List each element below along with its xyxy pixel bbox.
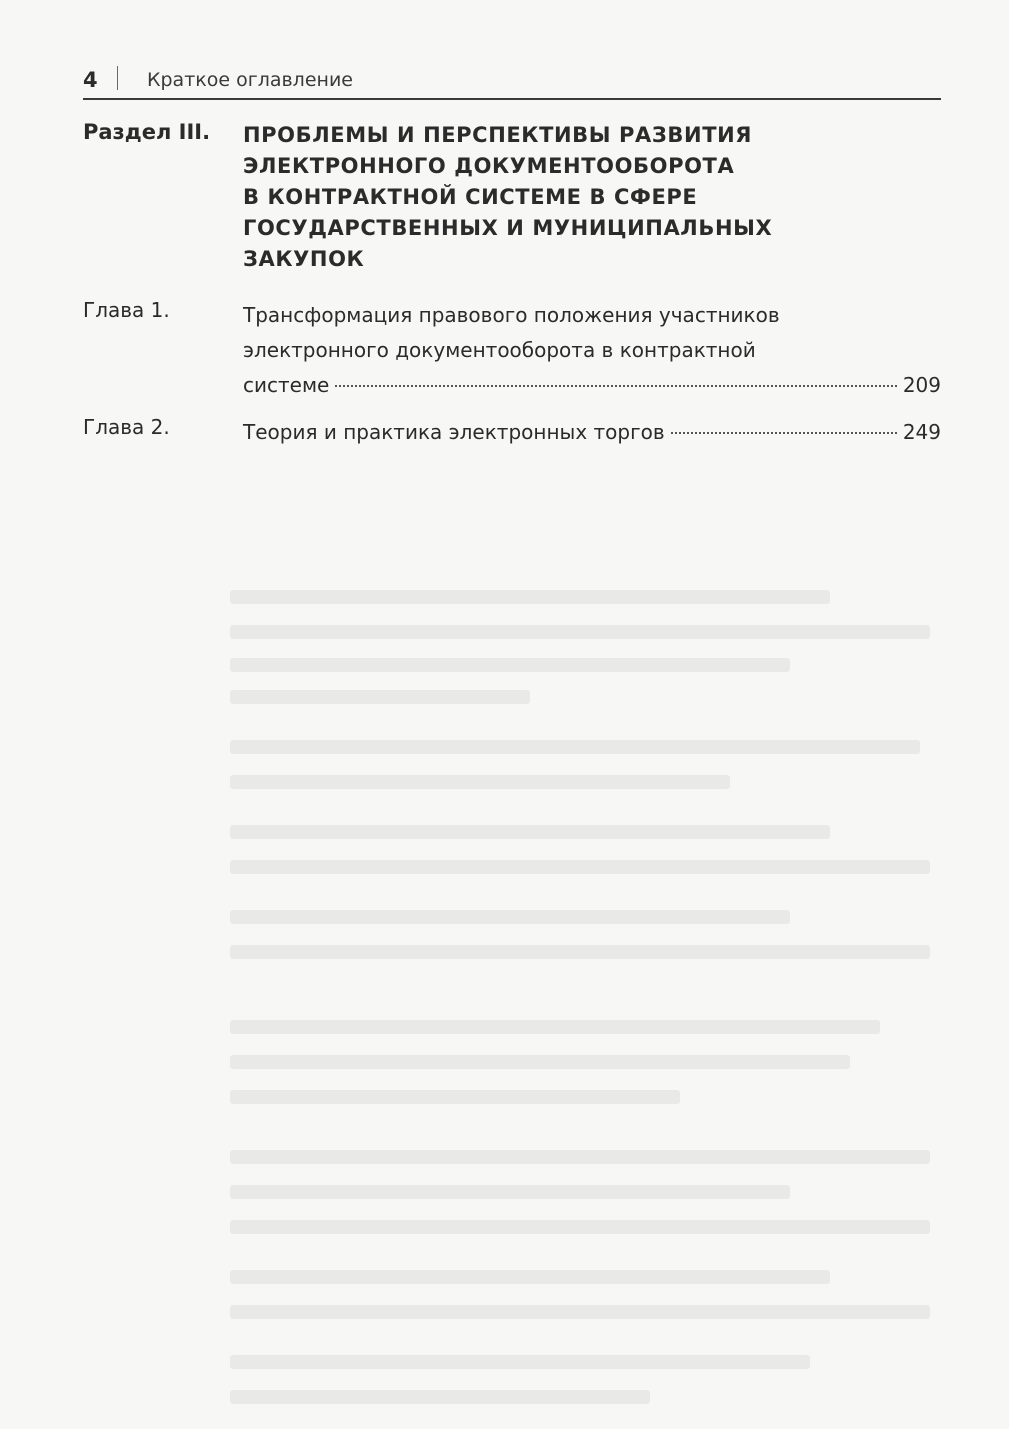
toc-section — [83, 114, 941, 286]
dot-leader — [335, 385, 896, 387]
section-title-line: ПРОБЛЕМЫ И ПЕРСПЕКТИВЫ РАЗВИТИЯ — [243, 123, 753, 147]
ghost-text — [230, 1220, 930, 1234]
running-header — [83, 64, 941, 100]
ghost-text — [230, 775, 730, 789]
ghost-text — [230, 740, 920, 754]
header-divider — [117, 66, 118, 90]
chapter-label: Глава 1. — [83, 298, 170, 322]
chapter-title-line: Теория и практика электронных торгов — [243, 420, 665, 444]
chapter-title-line: электронного документооборота в контрактной — [243, 338, 756, 362]
ghost-text — [230, 1270, 830, 1284]
ghost-text — [230, 1020, 880, 1034]
ghost-text — [230, 658, 790, 672]
page-number: 4 — [83, 68, 98, 92]
ghost-text — [230, 860, 930, 874]
ghost-text — [230, 910, 790, 924]
ghost-text — [230, 1305, 930, 1319]
chapter-title — [243, 415, 941, 450]
section-title-line: ЗАКУПОК — [243, 247, 365, 271]
dot-leader — [671, 432, 897, 434]
ghost-text — [230, 1355, 810, 1369]
chapter-title — [243, 298, 941, 403]
section-title-line: В КОНТРАКТНОЙ СИСТЕМЕ В СФЕРЕ — [243, 185, 698, 209]
table-of-contents — [83, 114, 941, 450]
chapter-leader-line — [243, 368, 941, 403]
ghost-text — [230, 590, 830, 604]
section-title-line: ГОСУДАРСТВЕННЫХ И МУНИЦИПАЛЬНЫХ — [243, 216, 773, 240]
chapter-page-number: 209 — [902, 373, 941, 397]
ghost-text — [230, 825, 830, 839]
ghost-text — [230, 1090, 680, 1104]
chapter-page-number: 249 — [902, 420, 941, 444]
ghost-text — [230, 625, 930, 639]
reverse-page-show-through — [80, 560, 960, 1420]
chapter-label: Глава 2. — [83, 415, 170, 439]
ghost-text — [230, 1055, 850, 1069]
section-title-line: ЭЛЕКТРОННОГО ДОКУМЕНТООБОРОТА — [243, 154, 735, 178]
chapter-leader-line — [243, 415, 941, 450]
toc-chapter-2[interactable] — [83, 415, 941, 450]
chapter-title-line: системе — [243, 373, 330, 397]
running-header-title: Краткое оглавление — [147, 69, 353, 91]
ghost-text — [230, 1150, 930, 1164]
section-title — [243, 120, 843, 275]
ghost-text — [230, 690, 530, 704]
toc-chapter-1[interactable] — [83, 298, 941, 403]
ghost-text — [230, 945, 930, 959]
ghost-text — [230, 1390, 650, 1404]
section-label: Раздел III. — [83, 120, 211, 144]
ghost-text — [230, 1185, 790, 1199]
chapter-title-line: Трансформация правового положения участников — [243, 303, 780, 327]
